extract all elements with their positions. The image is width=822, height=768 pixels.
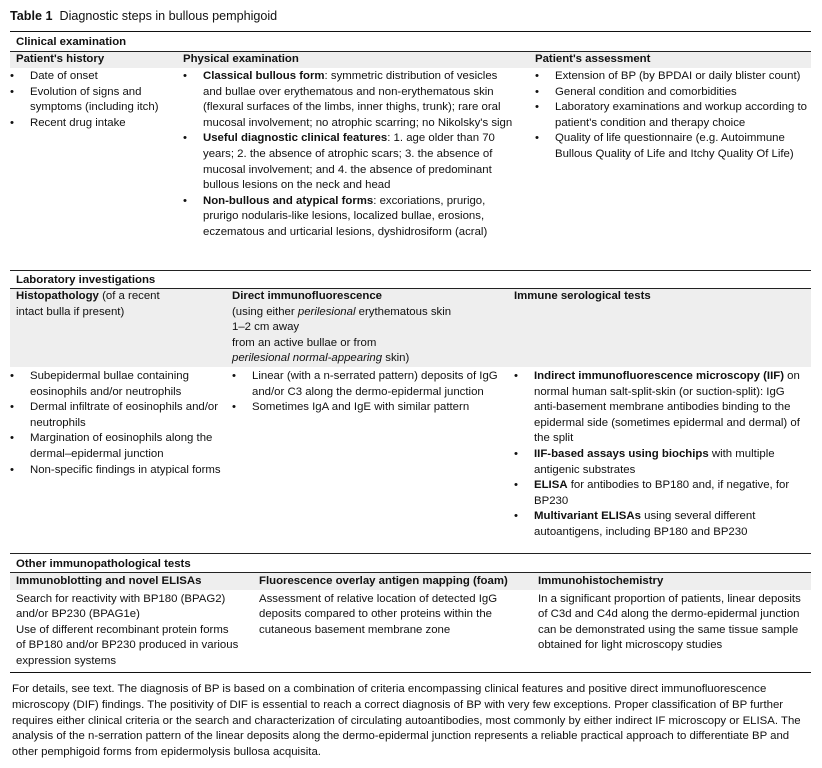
serology-list-wrap: [514, 369, 804, 541]
list-item: • Extension of BP (by BPDAI or daily blister count): [535, 69, 810, 85]
list-item: • Evolution of signs and symptoms (including itch): [10, 85, 170, 116]
other-section-title: Other immunopathological tests: [16, 558, 191, 570]
dif-sub-5: [232, 351, 492, 367]
physical-column: [183, 52, 513, 68]
dif-header-block: [232, 289, 492, 367]
dif-sub-5-em: perilesional normal-appearing: [232, 352, 383, 365]
list-item: [183, 69, 513, 131]
history-list-wrap: [10, 69, 170, 131]
ihc-header: Immunohistochemistry: [538, 575, 664, 587]
ihc-text: In a significant proportion of patients, linear deposits of C3d and C4d along the dermo-epidermal junction can be demonstrated using the same tissue sample obtained for light microscopy studies: [538, 592, 801, 652]
dif-list-wrap: [232, 369, 507, 416]
list-item: • Sometimes IgA and IgE with similar pattern: [232, 400, 507, 416]
bottom-rule: [10, 672, 811, 673]
item-text: : 1. age older than 70 years; 2. the absence of atrophic scars; 3. the absence of mucosal involvement; and 4. the absence of predominant bullous lesions on the neck and head: [203, 132, 495, 192]
list-item: • Linear (with a n-serrated pattern) deposits of IgG and/or C3 along the dermo-epidermal junction: [232, 369, 507, 400]
histo-header: Histopathology: [16, 290, 99, 302]
histo-list-wrap: [10, 369, 225, 478]
dif-list: [232, 369, 507, 416]
item-bold: Indirect immunofluorescence microscopy (IIF): [534, 370, 785, 382]
list-item: • Subepidermal bullae containing eosinophils and/or neutrophils: [10, 369, 225, 400]
histo-header-block: [16, 289, 186, 320]
item-text: on normal human salt-split-skin (or suction-split): IgG anti-basement membrane antibodies binding to the epidermal side (sometimes epidermal and dermal) of the split: [534, 370, 800, 445]
dif-sub-4: from an active bullae or from: [232, 336, 377, 349]
blotting-header: Immunoblotting and novel ELISAs: [16, 575, 202, 587]
table-footnote: For details, see text. The diagnosis of BP is based on a combination of criteria encompassing clinical features and positive direct immunofluorescence microscopy (DIF) findings. The positivity of DIF is essential to reach a correct diagnosis of BP with very few exceptions. Proper classification of BP further requires either clinical criteria or the search and characterization of circulating autoantibodies, most commonly by either indirect IF microscopy or ELISA. The analysis of the n-serration pattern of the linear deposits along the dermo-epidermal junction represents a reliable practical approach to differentiate BP and other pemphigoid forms from epidermolysis bullosa acquisita.: [12, 683, 801, 759]
lab-top-rule: [10, 270, 811, 271]
foam-text: Assessment of relative location of detected IgG deposits compared to other proteins within the cutaneous basement membrane zone: [259, 592, 498, 636]
dif-sub-5-b: skin): [382, 352, 410, 365]
assessment-list-wrap: [535, 69, 810, 163]
item-text: for antibodies to BP180 and, if negative, for BP230: [534, 479, 790, 507]
item-bold: ELISA: [534, 479, 568, 492]
dif-sub-1-b: erythematous skin: [355, 305, 452, 318]
dif-header: Direct immunofluorescence: [232, 290, 383, 302]
list-item: • Margination of eosinophils along the dermal–epidermal junction: [10, 431, 225, 462]
item-bold: Useful diagnostic clinical features: [203, 132, 388, 145]
serology-header: Immune serological tests: [514, 290, 651, 302]
foam-column: [259, 574, 519, 638]
item-text: : excoriations, prurigo, prurigo nodularis-like lesions, localized bullae, erosions, eczematous and urticarial lesions, dyshidrosiform (acral): [203, 194, 488, 238]
other-top-rule: [10, 553, 811, 554]
foam-header: Fluorescence overlay antigen mapping (foam): [259, 575, 508, 587]
histo-list: [10, 369, 225, 478]
dif-sub-3: 1–2 cm away: [232, 321, 300, 334]
assessment-list: [535, 69, 810, 163]
list-item: • General condition and comorbidities: [535, 85, 810, 101]
physical-list-wrap: [183, 69, 513, 241]
ihc-column: [538, 574, 806, 654]
history-header: Patient's history: [16, 53, 105, 65]
list-item: • Quality of life questionnaire (e.g. Autoimmune Bullous Quality of Life and Itchy Quality Of Life): [535, 131, 810, 162]
assessment-header: Patient's assessment: [535, 53, 651, 65]
dif-sub-1-em: perilesional: [297, 305, 356, 318]
item-text: with multiple antigenic substrates: [534, 447, 775, 476]
item-bold: Non-bullous and atypical forms: [203, 194, 374, 207]
histo-header-sub: (of a recent intact bulla if present): [16, 290, 160, 318]
dif-sub-1: [232, 305, 492, 321]
list-item: • Dermal infiltrate of eosinophils and/or neutrophils: [10, 400, 225, 431]
list-item: [514, 447, 804, 478]
list-item: [183, 194, 513, 241]
list-item: • Non-specific findings in atypical forms: [10, 463, 225, 479]
top-rule: [10, 31, 811, 32]
blotting-line-1: Search for reactivity with BP180 (BPAG2) and/or BP230 (BPAG1e): [16, 592, 226, 621]
physical-header: Physical examination: [183, 53, 299, 65]
list-item: • Recent drug intake: [10, 116, 170, 132]
list-item: [183, 131, 513, 193]
assessment-column: [535, 52, 810, 68]
history-column: [16, 52, 176, 68]
clinical-section-title: Clinical examination: [16, 36, 127, 48]
blotting-column: [16, 574, 241, 670]
list-item: • Date of onset: [10, 69, 170, 85]
list-item: [514, 369, 804, 447]
item-text: using several different autoantigens, including BP180 and BP230: [534, 510, 756, 538]
dif-sub-1-a: (using either: [232, 305, 298, 318]
lab-section-title: Laboratory investigations: [16, 274, 156, 286]
history-list: [10, 69, 170, 131]
item-text: : symmetric distribution of vesicles and bullae over erythematous and non-erythematous skin (flexural surfaces of the limbs, inner thighs, trunk); rare oral mucosal involvement; no atrophic scarring; no Nikolsky's sign: [203, 70, 513, 129]
table-title: Diagnostic steps in bullous pemphigoid: [59, 9, 278, 23]
list-item: [514, 509, 804, 540]
item-bold: Multivariant ELISAs: [534, 510, 641, 523]
item-bold: IIF-based assays using biochips: [534, 447, 709, 460]
serology-header-block: [514, 289, 804, 305]
table-caption: [10, 9, 277, 25]
item-bold: Classical bullous form: [203, 70, 325, 82]
blotting-line-2: Use of different recombinant protein forms of BP180 and/or BP230 produced in various expression systems: [16, 623, 239, 667]
list-item: [514, 478, 804, 509]
serology-list: [514, 369, 804, 541]
list-item: • Laboratory examinations and workup according to patient's condition and therapy choice: [535, 100, 810, 131]
table-number: Table 1: [10, 9, 53, 23]
physical-list: [183, 69, 513, 241]
